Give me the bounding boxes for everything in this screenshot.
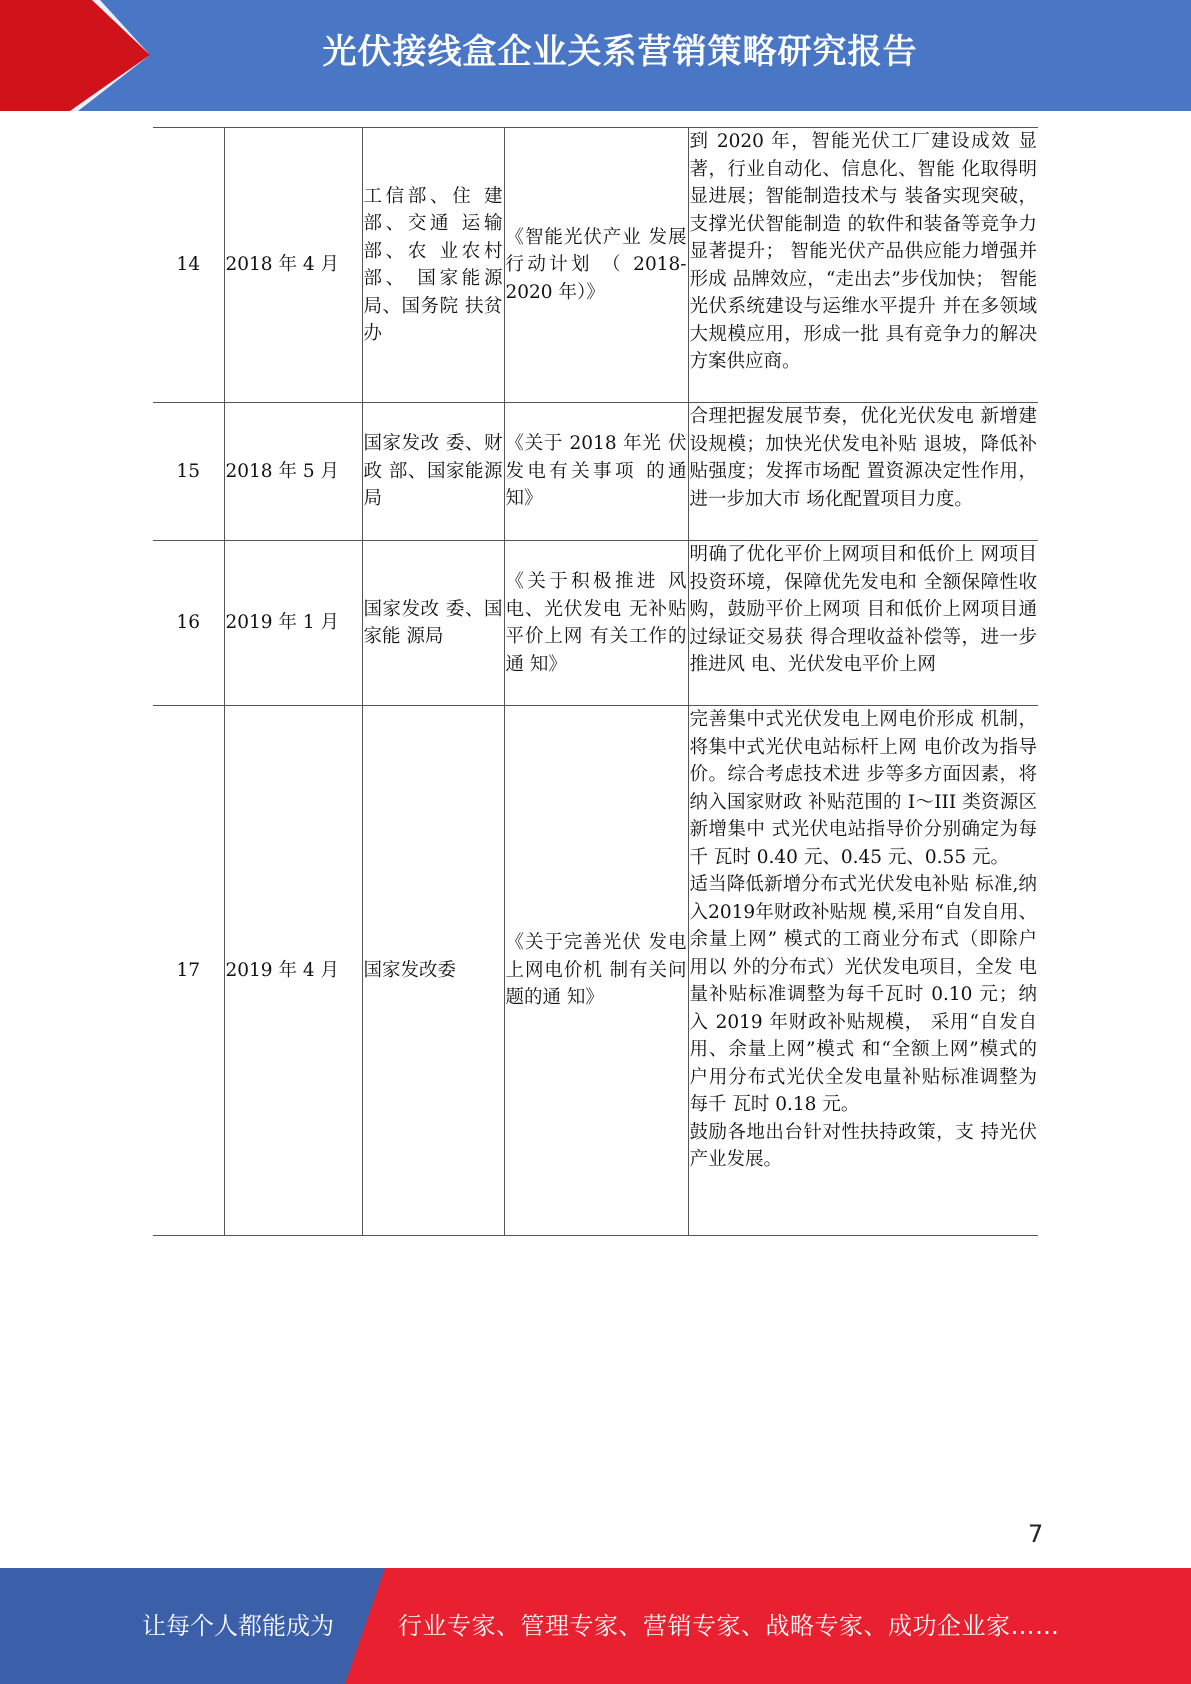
table-row: [153, 541, 1038, 706]
row-date: 2018 年 4 月: [224, 128, 362, 403]
row-issuer: 国家发改 委、国家能 源局: [362, 541, 504, 706]
row-number: 15: [153, 403, 224, 541]
table-row: [153, 403, 1038, 541]
content-paragraph: 鼓励各地出台针对性扶持政策，支 持光伏产业发展。: [689, 1121, 1037, 1170]
policy-table: [153, 127, 1038, 1236]
table-row: [153, 128, 1038, 403]
content-paragraph: 明确了优化平价上网项目和低价上 网项目投资环境，保障优先发电和 全额保障性收购，鼓励平价上网项 目和低价上网项目通过绿证交易获 得合理收益补偿等，进一步推进风 电、光伏发电平价上网: [689, 544, 1037, 675]
row-document: 《关于 2018 年光 伏发电有关事项 的通知》: [504, 403, 688, 541]
row-number: 16: [153, 541, 224, 706]
row-content: [688, 128, 1038, 403]
page-number: 7: [1028, 1520, 1044, 1548]
row-date: 2019 年 4 月: [224, 706, 362, 1236]
footer-slogan-left: 让每个人都能成为: [142, 1612, 334, 1640]
content-paragraph: 合理把握发展节奏，优化光伏发电 新增建设规模；加快光伏发电补贴 退坡，降低补贴强度；发挥市场配 置资源决定性作用，进一步加大市 场化配置项目力度。: [689, 406, 1037, 510]
row-document: 《智能光伏产业 发展行动计划 （ 2018-2020 年）》: [504, 128, 688, 403]
row-date: 2019 年 1 月: [224, 541, 362, 706]
row-issuer: 工信部、住 建部、交通 运输部、农 业农村部、 国家能源局、国务院 扶贫办: [362, 128, 504, 403]
report-title: 光伏接线盒企业关系营销策略研究报告: [322, 32, 918, 72]
row-content: [688, 403, 1038, 541]
row-content: [688, 541, 1038, 706]
row-document: 《关于完善光伏 发电上网电价机 制有关问题的通 知》: [504, 706, 688, 1236]
content-paragraph: 到 2020 年，智能光伏工厂建设成效 显著，行业自动化、信息化、智能 化取得明显进展；智能制造技术与 装备实现突破，支撑光伏智能制造 的软件和装备等竞争力显著提升； 智能光伏产品供应能力增强并形成 品牌效应，“走出去”步伐加快； 智能光伏系统建设与运维水平提升 并在多领域大规模应用，形成一批 具有竞争力的解决方案供应商。: [689, 131, 1037, 372]
policy-table-wrap: [153, 127, 1038, 1236]
row-number: 17: [153, 706, 224, 1236]
row-number: 14: [153, 128, 224, 403]
table-row: [153, 706, 1038, 1236]
page-footer: [0, 1568, 1191, 1684]
header-red-chevron: [0, 0, 160, 111]
content-paragraph: 完善集中式光伏发电上网电价形成 机制，将集中式光伏电站标杆上网 电价改为指导价。综合考虑技术进 步等多方面因素，将纳入国家财政 补贴范围的 I～III 类资源区新增集中 式光伏电站指导价分别确定为每千 瓦时 0.40 元、0.45 元、0.55 元。: [689, 709, 1037, 868]
page-header: [0, 0, 1191, 111]
row-content: [688, 706, 1038, 1236]
row-issuer: 国家发改委: [362, 706, 504, 1236]
row-date: 2018 年 5 月: [224, 403, 362, 541]
row-issuer: 国家发改 委、财政 部、国家能源局: [362, 403, 504, 541]
row-document: 《关于积极推进 风电、光伏发电 无补贴平价上网 有关工作的通 知》: [504, 541, 688, 706]
footer-slogan-right: 行业专家、管理专家、营销专家、战略专家、成功企业家……: [398, 1612, 1060, 1640]
content-paragraph: 适当降低新增分布式光伏发电补贴 标准,纳入2019年财政补贴规 模,采用“自发自用、余量上网” 模式的工商业分布式（即除户用以 外的分布式）光伏发电项目，全发 电量补贴标准调整为每千瓦时 0.10 元；纳入 2019 年财政补贴规模， 采用“自发自用、余量上网”模式 和“全额上网”模式的户用分布式光伏全发电量补贴标准调整为每千 瓦时 0.18 元。: [689, 874, 1037, 1115]
